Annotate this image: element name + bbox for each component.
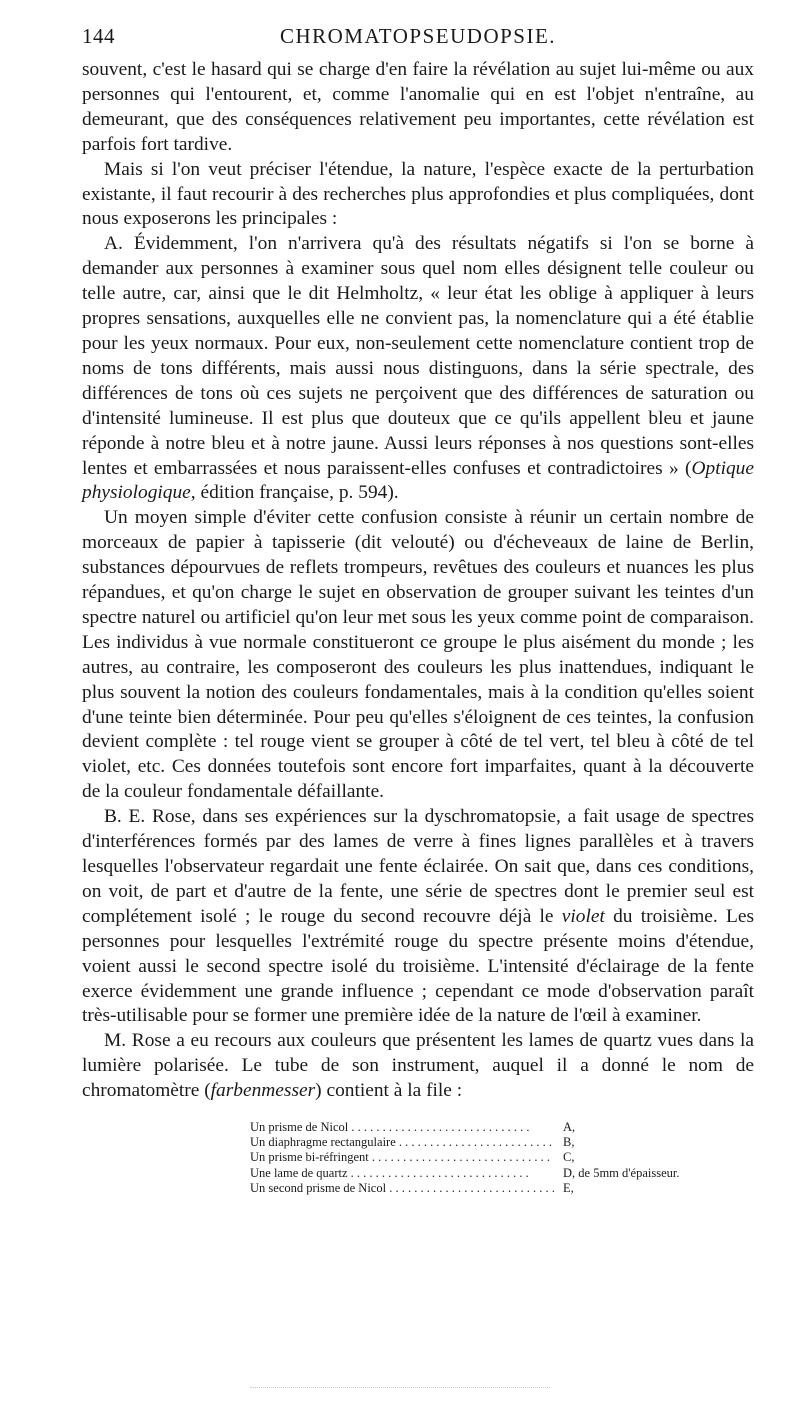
instrument-list bbox=[250, 1120, 754, 1196]
paragraph-moyen-simple: Un moyen simple d'éviter cette confusion consiste à réunir un certain nombre de morceaux de papier à tapisserie (dit velouté) ou d'écheveaux de laine de Berlin, substances dépourvues de reflets trompeurs, revêtues des couleurs et nuances les plus répandues, et qu'on charge le sujet en observation de grouper suivant les teintes d'un spectre naturel ou artificiel qu'on leur met sous les yeux comme point de comparaison. Les individus à vue normale constitueront ce groupe le plus aisément du monde ; les autres, au contraire, les composeront des couleurs les plus inattendues, indiquant le plus souvent la notion des couleurs fondamentales, mais à la condition qu'elles soient d'une teinte bien déterminée. Pour peu qu'elles s'éloignent de ces teintes, la confusion devient complète : tel rouge vient se grouper à côté de tel vert, tel bleu à côté de tel violet, etc. Ces données toutefois sont encore fort imparfaites, quant à la découverte de la couleur fondamentale défaillante. bbox=[82, 507, 754, 803]
section-a-citation: , édition française, p. 594). bbox=[190, 482, 399, 504]
section-b-text-end: du troisième. Les personnes pour lesquelles l'extrémité rouge du spectre présente moins d'étendue, voient aussi le second spectre isolé du troisième. L'intensité d'éclairage de la fente exerce évidemment une grande influence ; cependant ce mode d'observation paraît très-utilisable pour se former une première idée de la nature de l'œil à examiner. bbox=[82, 905, 754, 1027]
list-item-label: Un prisme de Nicol . . . bbox=[250, 1120, 555, 1135]
list-item bbox=[250, 1150, 754, 1165]
page-number: 144 bbox=[82, 24, 115, 48]
running-title: CHROMATOPSEUDOPSIE. bbox=[279, 24, 557, 48]
rose-quartz-text-end: ) contient à la file : bbox=[315, 1080, 463, 1102]
list-item-mark: A, bbox=[563, 1120, 576, 1135]
list-item bbox=[250, 1166, 754, 1181]
paragraph-section-b bbox=[82, 805, 754, 1029]
list-item-label: Une lame de quartz . . . bbox=[250, 1166, 555, 1181]
list-item bbox=[250, 1181, 754, 1196]
list-item-mark: E, bbox=[563, 1180, 574, 1195]
footer-rule bbox=[250, 1387, 550, 1388]
list-item-mark: B, bbox=[563, 1135, 575, 1150]
running-header bbox=[82, 18, 754, 48]
list-item-mark: D, de 5mm d'épaisseur. bbox=[563, 1165, 680, 1180]
list-item bbox=[250, 1135, 754, 1150]
rose-quartz-text: M. Rose a eu recours aux couleurs que présentent les lames de quartz vues dans la lumière polarisée. Le tube de son instrument, auquel il a donné le nom de chromatomètre ( bbox=[82, 1030, 754, 1102]
page-body bbox=[82, 58, 754, 1104]
word-violet: violet bbox=[561, 905, 605, 927]
section-b-text: B. E. Rose, dans ses expériences sur la dyschromatopsie, a fait usage de spectres d'interférences formés par des lames de verre à fines lignes parallèles et à travers lesquelles l'observateur regardait une fente éclairée. On sait que, dans ces conditions, on voit, de part et d'autre de la fente, une série de spectres dont le premier seul est complétement isolé ; le rouge du second recouvre déjà le bbox=[82, 806, 754, 927]
book-title-optique: Optique physiologique bbox=[82, 457, 754, 504]
paragraph-continuation: souvent, c'est le hasard qui se charge d'en faire la révélation au sujet lui-même ou aux personnes qui l'entourent, et, comme l'anomalie qui en est l'objet n'entraîne, au demeurant, que des conséquences relativement peu importantes, cette révélation est parfois fort tardive. bbox=[82, 59, 754, 155]
list-item-label: Un second prisme de Nicol . . . bbox=[250, 1181, 555, 1196]
list-item-label: Un prisme bi-réfringent . . . bbox=[250, 1150, 555, 1165]
list-item-mark: C, bbox=[563, 1150, 575, 1165]
paragraph-section-a bbox=[82, 232, 754, 506]
paragraph-principales: Mais si l'on veut préciser l'étendue, la nature, l'espèce exacte de la perturbation existante, il faut recourir à des recherches plus approfondies et plus compliquées, dont nous exposerons les principales : bbox=[82, 158, 754, 230]
list-item bbox=[250, 1120, 754, 1135]
list-item-label: Un diaphragme rectangulaire . . . bbox=[250, 1135, 555, 1150]
section-a-text: A. Évidemment, l'on n'arrivera qu'à des résultats négatifs si l'on se borne à demander aux personnes à examiner sous quel nom elles désignent telle couleur ou telle autre, car, ainsi que le dit Helmholtz, « leur état les oblige à appliquer à leurs propres sensations, auxquelles elle ne convient pas, la nomenclature qui a été établie pour les yeux normaux. Pour eux, non-seulement cette nomenclature contient trop de noms de tons différents, mais aussi nous distinguons, dans la série spectrale, des différences de tons où ces sujets ne perçoivent que des différences de saturation ou d'intensité lumineuse. Il est plus que douteux que ce qu'ils appellent bleu et jaune réponde à notre bleu et à notre jaune. Aussi leurs réponses à nos questions sont-elles lentes et embarrassées et nous paraissent-elles confuses et contradictoires » ( bbox=[82, 233, 754, 479]
paragraph-rose-quartz bbox=[82, 1029, 754, 1104]
term-farbenmesser: farbenmesser bbox=[210, 1080, 316, 1102]
